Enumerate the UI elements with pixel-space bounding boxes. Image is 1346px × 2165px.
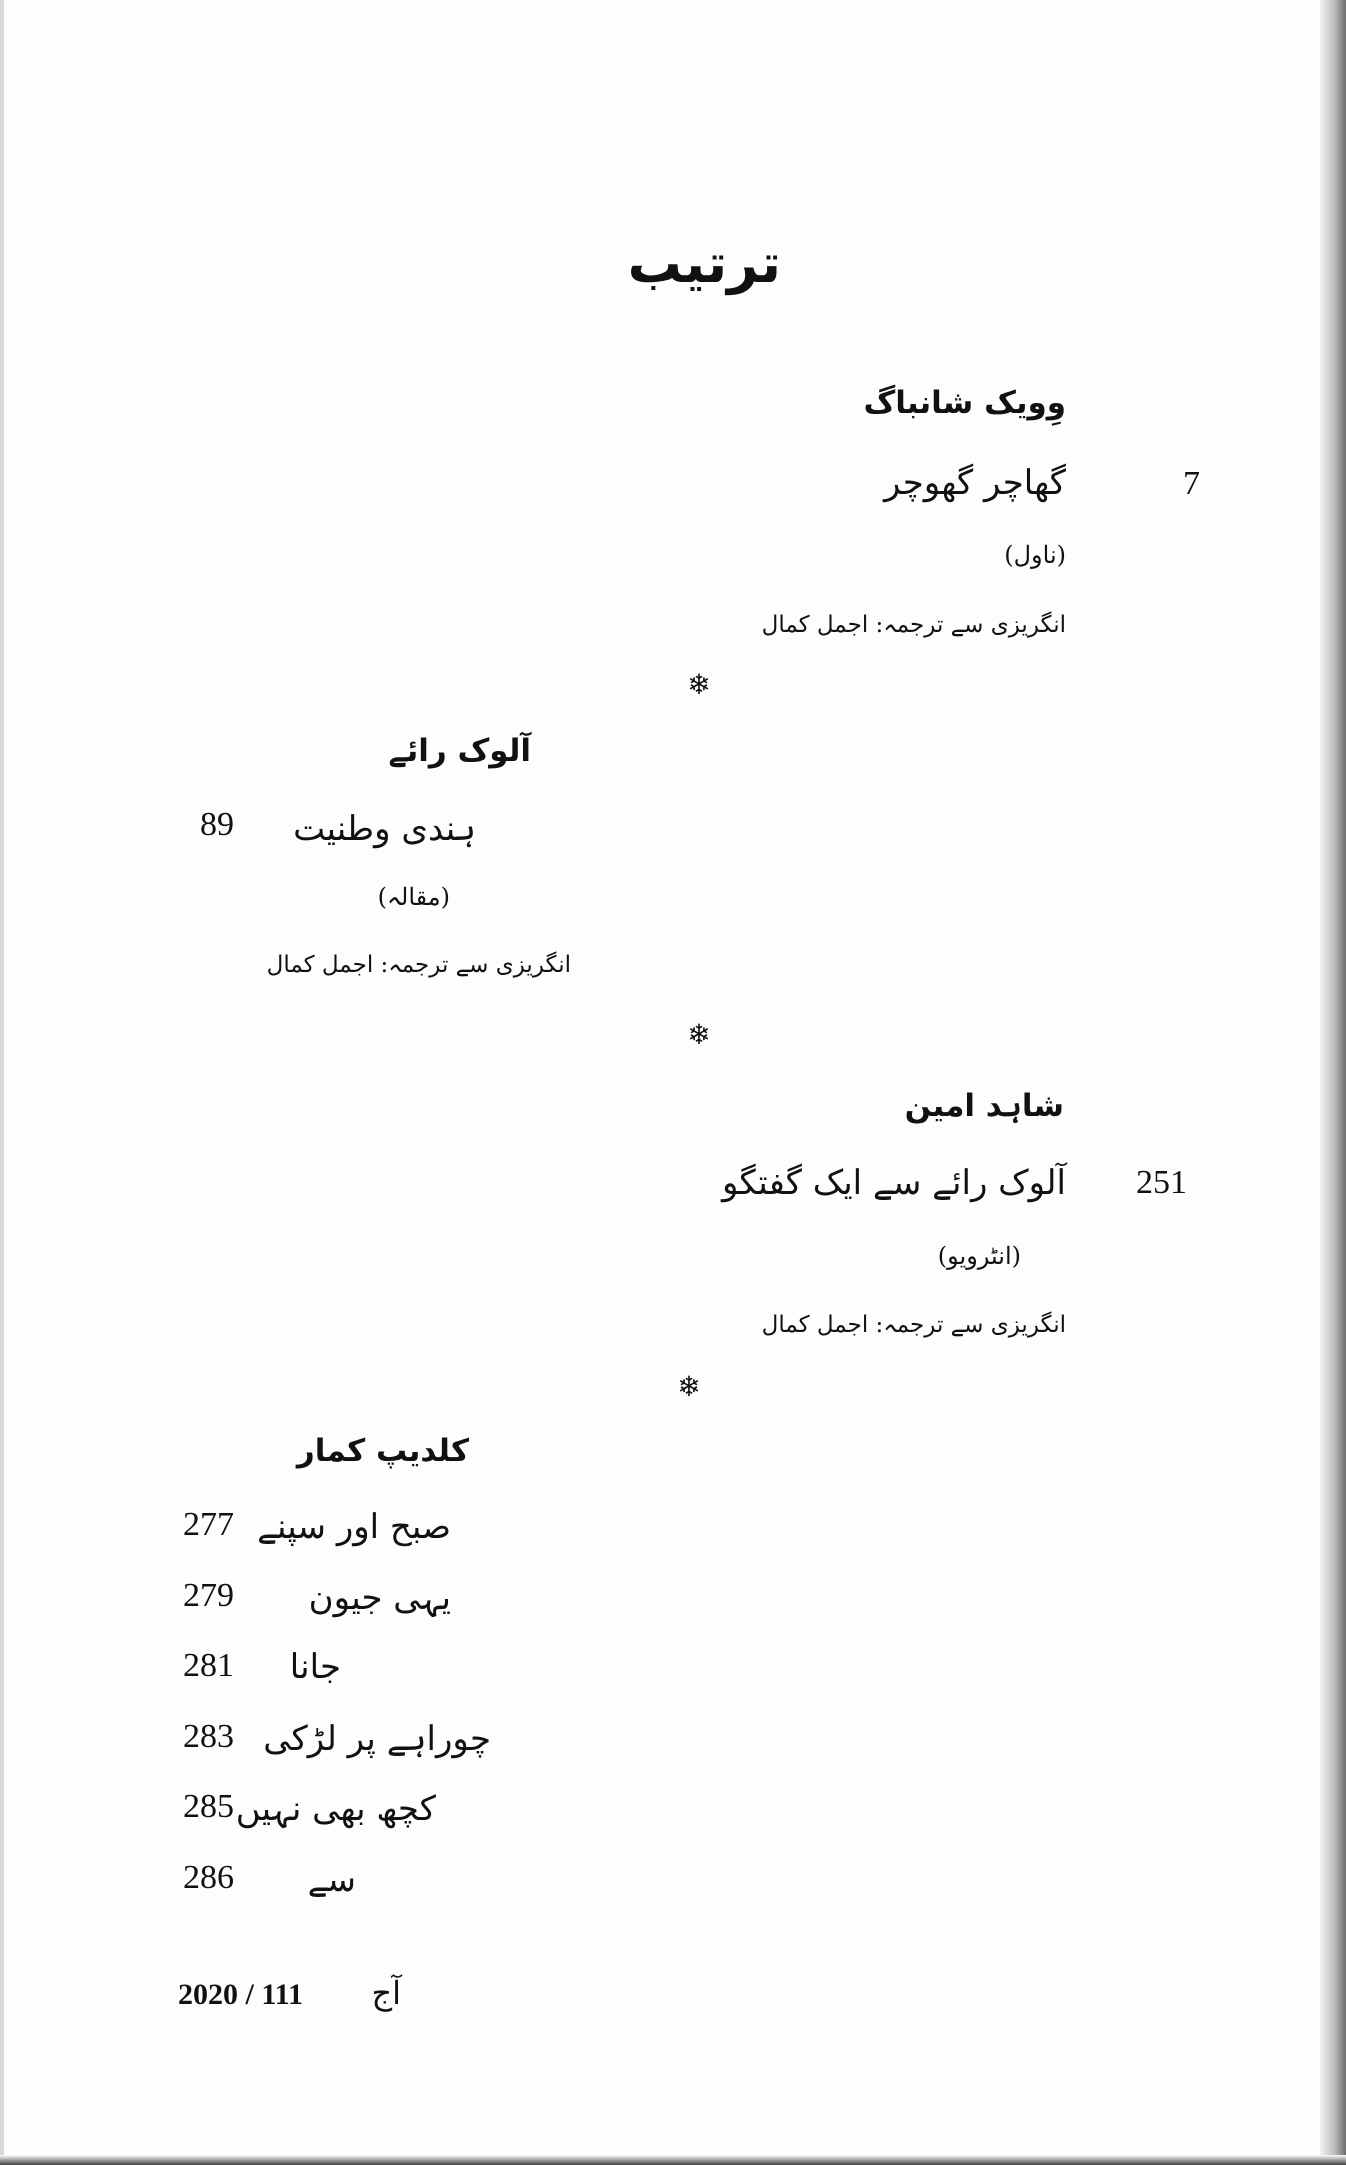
section-4-page-number: 286 (183, 1859, 234, 1896)
section-4-page-number: 277 (183, 1506, 234, 1543)
section-1-page-number: 7 (1183, 465, 1200, 502)
section-3-genre: (انٹرویو) (937, 1242, 1021, 1270)
page-title: ترتیب (627, 232, 781, 295)
section-1-translator: انگریزی سے ترجمہ: اجمل کمال (761, 612, 1066, 638)
section-4-work-title: سے (307, 1860, 356, 1900)
section-4-page-number: 281 (183, 1647, 234, 1684)
section-3-page-number: 251 (1136, 1164, 1187, 1201)
section-2-page-number: 89 (200, 806, 234, 843)
section-4-work-title: یہی جیون (308, 1578, 451, 1618)
footer-magazine-name: آج (371, 1974, 401, 2012)
section-2-genre: (مقالہ) (377, 883, 450, 911)
section-1-work-title: گھاچر گھوچر (883, 463, 1066, 503)
snowflake-icon: ❄ (687, 1018, 711, 1051)
section-4-work-title: جانا (289, 1647, 341, 1687)
section-3-work-title: آلوک رائے سے ایک گفتگو (721, 1163, 1066, 1203)
section-1-author: وِویک شانباگ (863, 385, 1066, 421)
section-3-translator: انگریزی سے ترجمہ: اجمل کمال (761, 1312, 1066, 1338)
page-left-edge (0, 0, 4, 2165)
page-right-edge-shadow (1320, 0, 1346, 2165)
page-bottom-edge-shadow (0, 2155, 1346, 2165)
section-2-author: آلوک رائے (388, 733, 531, 769)
section-2-work-title: ہندی وطنیت (293, 809, 476, 849)
section-4-work-title: کچھ بھی نہیں (235, 1789, 436, 1829)
footer-issue-number: 2020 / 111 (178, 1978, 304, 2011)
section-4-page-number: 279 (183, 1577, 234, 1614)
section-4-work-title: چوراہے پر لڑکی (263, 1719, 491, 1759)
section-3-author: شاہد امین (904, 1088, 1064, 1124)
section-4-page-number: 283 (183, 1718, 234, 1755)
section-2-translator: انگریزی سے ترجمہ: اجمل کمال (266, 952, 571, 978)
section-1-genre: (ناول) (1004, 541, 1066, 569)
section-4-work-title: صبح اور سپنے (257, 1507, 451, 1547)
section-4-page-number: 285 (183, 1788, 234, 1825)
section-4-author: کلدیپ کمار (296, 1433, 469, 1469)
snowflake-icon: ❄ (687, 668, 711, 701)
snowflake-icon: ❄ (677, 1370, 701, 1403)
